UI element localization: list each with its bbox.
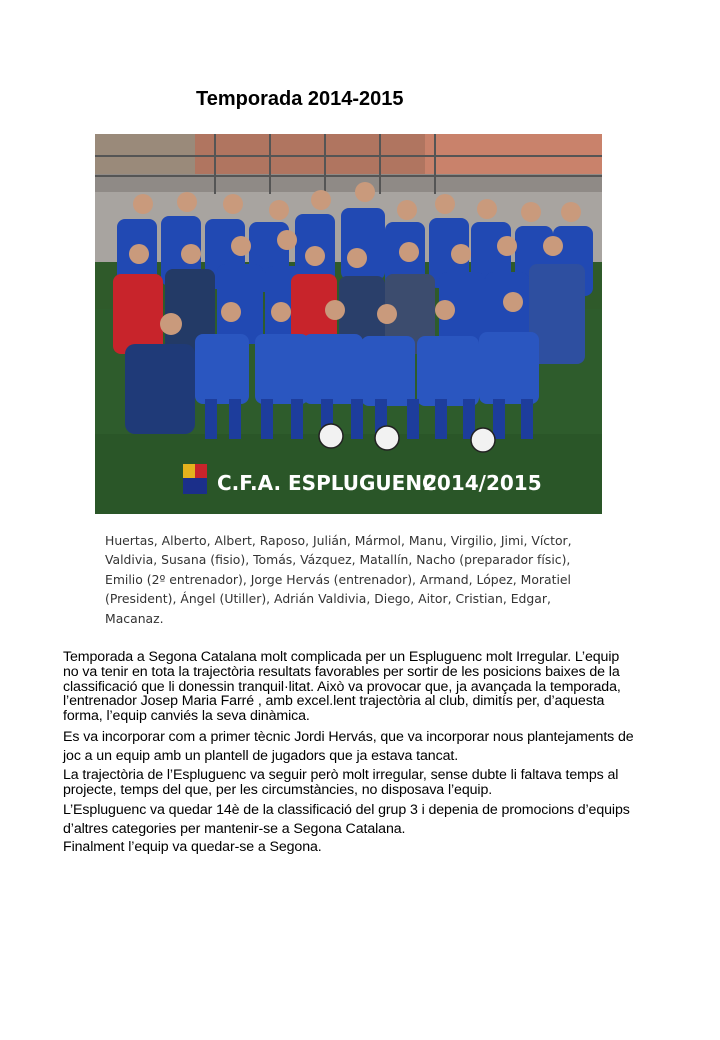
- page-title: Temporada 2014-2015: [196, 88, 404, 110]
- photo-banner-season: 2014/2015: [423, 471, 542, 495]
- club-crest-icon: [183, 464, 207, 494]
- paragraph: Temporada a Segona Catalana molt complicada per un Espluguenc molt Irregular. L’equip no va tenir en tota la trajectòria resultats favorables per sortir de les posicions baixes de la classificació que li donessin tranquil·litat. Això va provocar que, ja avançada la temporada, l’entrenador Josep Maria Farré , amb excel.lent trajectòria al club, dimitís per, d’aquesta forma, l’equip canviés la seva dinàmica.: [63, 649, 621, 725]
- photo-caption: Huertas, Alberto, Albert, Raposo, Julián, Mármol, Manu, Virgilio, Jimi, Víctor, Valdivia, Susana (fisio), Tomás, Vázquez, Matallín, Nacho (preparador físic), Emilio (2º entrenador), Jorge Hervás (entrenador), Armand, López, Moratiel (President), Ángel (Utiller), Adrián Valdivia, Diego, Aitor, Cristian, Edgar, Macanaz.: [105, 533, 572, 626]
- team-photo: [95, 134, 602, 514]
- photo-banner-text: C.F.A. ESPLUGUENC: [217, 471, 437, 495]
- paragraph: La trajectòria de l’Espluguenc va seguir però molt irregular, sense dubte li faltava temps al projecte, temps del que, per les circumstàncies, no disposava l’equip.: [63, 766, 619, 798]
- article-body: [63, 650, 638, 854]
- paragraph: L’Espluguenc va quedar 14è de la classificació del grup 3 i depenia de promocions d’equips d’altres categories per mantenir-se a Segona Catalana.: [63, 801, 630, 837]
- paragraph: Es va incorporar com a primer tècnic Jordi Hervás, que va incorporar nous plantejaments de joc a un equip amb un plantell de jugadors que ja estava tancat.: [63, 728, 634, 764]
- paragraph: Finalment l’equip va quedar-se a Segona.: [63, 838, 322, 855]
